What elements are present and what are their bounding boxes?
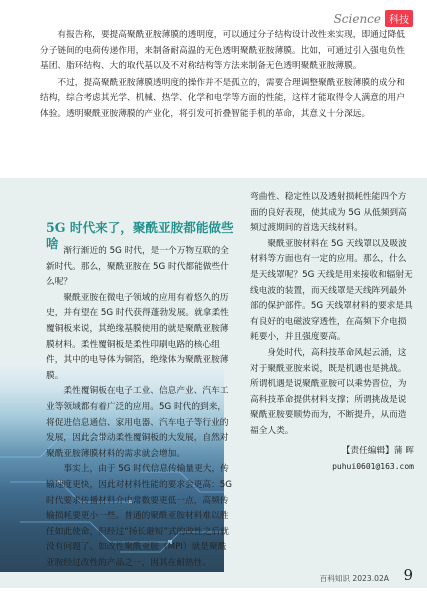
article-left-column: [46, 244, 232, 571]
left-paragraph-4: 事实上，由于 5G 时代信息传输量更大，传输速度更快，因此对材料性能的要求会更高：5G 时代要求传播材料介电常数要更低一点，高频传输损耗要更小一些。普通的聚酰亚胺材料难以胜任如此使命，但经过“扬长避短”式的改性之后就没有问题了。如改性聚酰亚胺（MPI）就是聚酰亚胺经过改性的产品之一，因其在耐热性、: [46, 464, 233, 568]
left-paragraph-3: 柔性覆铜板在电子工业、信息产业、汽车工业等领域都有着广泛的应用。5G 时代的到来，将促进信息通信、家用电器、汽车电子等行业的发展，因此会带动柔性覆铜板的大发展，自然对聚酰亚胺薄膜材料的需求就会增加。: [46, 386, 229, 459]
editor-email: puhui0601@163.com: [332, 462, 414, 472]
intro-section: [40, 28, 413, 123]
header-brand: [334, 10, 413, 27]
left-paragraph-1: 渐行渐近的 5G 时代，是一个万物互联的全新时代。那么，聚酰亚胺在 5G 时代都能做些什么呢？: [46, 246, 229, 288]
footer-publication: 百科知识 2023.02A: [319, 574, 389, 583]
right-paragraph-2: 聚酰亚胺材料在 5G 天线罩以及吸波材料等方面也有一定的应用。那么，什么是天线罩呢？5G 天线是用来接收和辐射无线电波的装置，而天线罩是天线阵列最外部的保护部件。5G 天线罩材料的要求是具有良好的电磁波穿透性，在高频下介电损耗要小，并且强度要高。: [250, 238, 413, 343]
right-paragraph-3: 身处时代，高科技革命风起云涌，这对于聚酰亚胺来说，既是机遇也是挑战。所谓机遇是说聚酰亚胺可以乘势晋位，为高科技革命提供材料支撑；所谓挑战是说聚酰亚胺要顺势而为，不断提升，从而造福全人类。: [250, 347, 407, 436]
article-right-column: [250, 190, 414, 475]
page-number: 9: [403, 566, 413, 584]
intro-paragraph-1: 有报告称，要提高聚酰亚胺薄膜的透明度，可以通过分子结构设计改性来实现，即通过降低分子链间的电荷传递作用，来制备耐高温的无色透明聚酰亚胺薄膜。比如，可通过引入强电负性基团、脂环结构、大的取代基以及不对称结构等方法来制备无色透明聚酰亚胺薄膜。: [40, 30, 405, 72]
left-paragraph-2: 聚酰亚胺在微电子领域的应用有着悠久的历史，并有望在 5G 时代获得蓬勃发展。就拿柔性覆铜板来说，其绝缘基膜使用的就是聚酰亚胺薄膜材料。柔性覆铜板是柔性印刷电路的核心组件，其中的电导体为铜箔，绝缘体为聚酰亚胺薄膜。: [46, 292, 229, 381]
brand-chinese-badge: 科技: [385, 10, 413, 27]
right-paragraph-1: 弯曲性、稳定性以及透射损耗性能四个方面的良好表现，使其成为 5G 从低频到高频过渡期间的首选天线材料。: [250, 192, 407, 234]
intro-paragraph-2: 不过，提高聚酰亚胺薄膜透明度的操作并不是孤立的，需要合理调整聚酰亚胺薄膜的成分和结构，综合考虑其光学、机械、热学、化学和电学等方面的性能，这样才能取得令人满意的用户体验。透明聚酰亚胺薄膜的产业化，将引发可折叠智能手机的革命，其意义十分深远。: [40, 77, 405, 119]
editor-credit: 【责任编辑】蒲 晖: [341, 445, 414, 456]
brand-english: Science: [333, 11, 381, 26]
article-title: 5G 时代来了，聚酰亚胺都能做些啥: [46, 220, 234, 251]
